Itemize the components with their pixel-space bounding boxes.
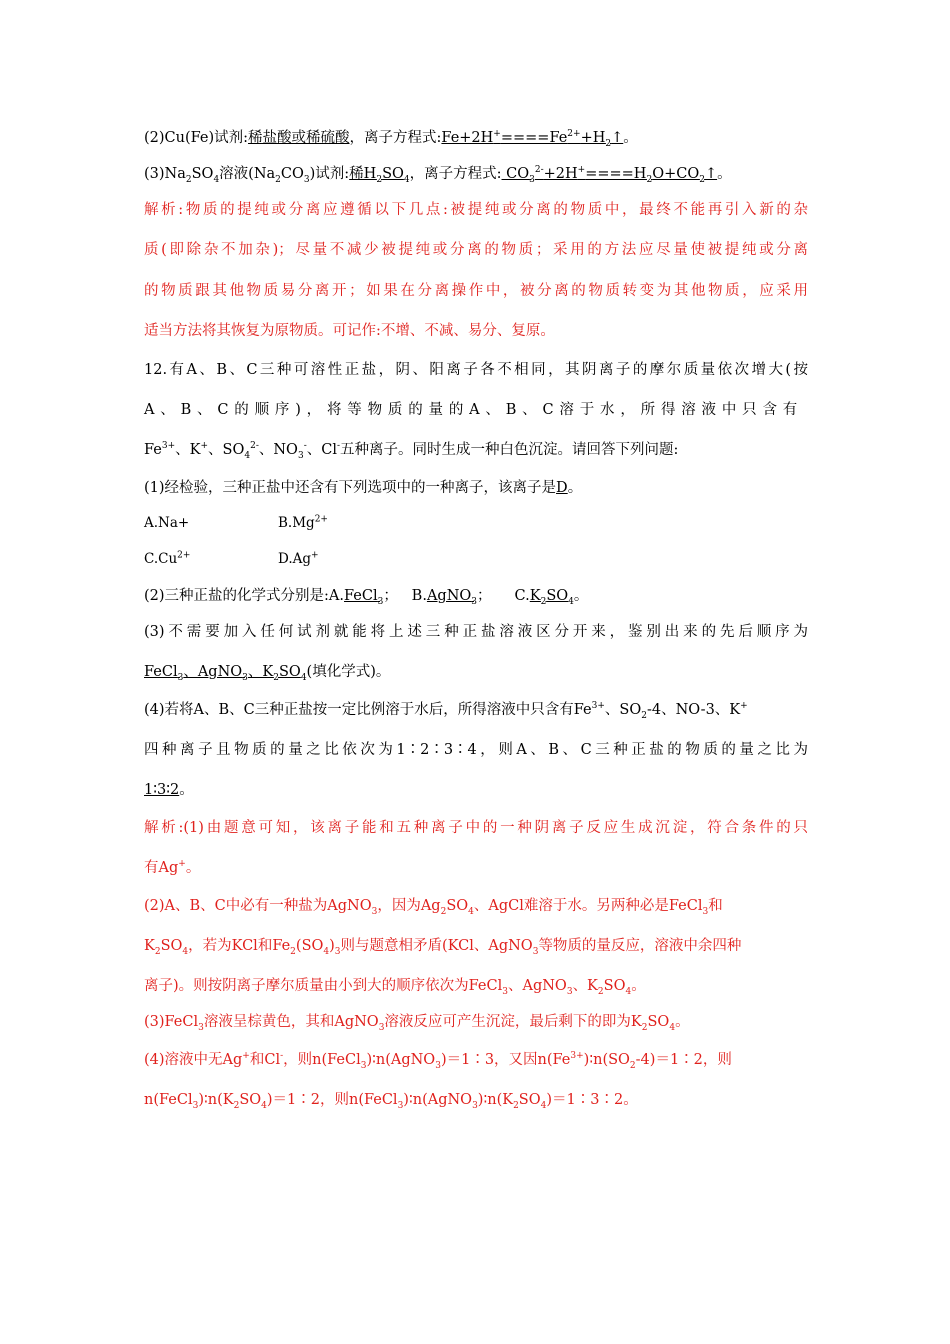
option-d: D.Ag+ xyxy=(278,550,319,567)
q12-part3-line-1: (3)不需要加入任何试剂就能将上述三种正盐溶液区分开来，鉴别出来的先后顺序为 xyxy=(144,624,808,640)
q11-analysis-line-4: 适当方法将其恢复为原物质。可记作:不增、不减、易分、复原。 xyxy=(144,323,555,339)
q11-part2-line: (2)Cu(Fe)试剂:稀盐酸或稀硫酸，离子方程式$:Fe+2H^+====Fe^{2+}+H_2↑$。 xyxy=(144,129,638,149)
q12-analysis-line-7: (4)溶液中无Ag+和Cl-，则n(FeCl$_3$)∶n(AgNO$_3$)＝1∶3，又因$n(Fe^{3+})∶n(SO_2-4)=1∶2$，则 xyxy=(144,1051,732,1071)
q12-stem-line-3: $Fe^{3+}$、K+、$SO_4^{2-}$、$NO_3^-$、Cl-五种离子。同时生成一种白色沉淀。请回答下列问题: xyxy=(144,441,679,461)
q12-stem-line-2: A 、 B 、 C 的 顺 序 ) ， 将 等 物 质 的 量 的 A 、 B 、 C 溶 于 水 ， 所 得 溶 液 中 只 含 有 xyxy=(144,402,798,418)
q12-part1-answer: D xyxy=(556,480,568,496)
q11-part2-prefix: (2)Cu(Fe)试剂: xyxy=(144,130,249,146)
q12-part2-answer-a: FeCl$_3$ xyxy=(344,588,384,607)
q12-part3-line-2: FeCl$_3$、AgNO$_3$、$K_2SO_4$(填化学式)。 xyxy=(144,664,391,683)
q12-part4-line-3: 1∶3∶2。 xyxy=(144,782,194,798)
q12-part2-line: (2)三种正盐的化学式分别是:A.FeCl$_3$； B.AgNO$_3$； $C.K_2SO_4$。 xyxy=(144,588,589,607)
q12-analysis-line-1: 解析:(1)由题意可知，该离子能和五种离子中的一种阴离子反应生成沉淀，符合条件的只 xyxy=(144,820,808,836)
q12-analysis-line-2: 有Ag+。 xyxy=(144,859,201,876)
q12-part4-answer: 1∶3∶2 xyxy=(144,782,180,798)
q12-part2-answer-c: $K_2SO_4$ xyxy=(529,588,574,607)
q11-part3-reagent-answer: 稀$H_2SO_4$ xyxy=(349,166,410,185)
q12-part4-line-2: 四种离子且物质的量之比依次为1∶2∶3∶4，则A、B、C三种正盐的物质的量之比为 xyxy=(144,742,808,758)
q12-part3-answer: FeCl$_3$、AgNO$_3$、$K_2SO_4$ xyxy=(144,664,307,683)
option-c: $C.Cu^{2+}$ xyxy=(144,550,191,567)
q12-analysis-line-4: $K_2SO_4$，若为KCl和$Fe_2(SO_4)_3$则与题意相矛盾(KCl、AgNO$_3$等物质的量反应，溶液中余四种 xyxy=(144,938,742,957)
q12-part4-line-1: (4)若将A、B、C三种正盐按一定比例溶于水后，所得溶液中只含有$Fe^{3+}$、$SO_2-4$、NO-3、K+ xyxy=(144,701,748,721)
q12-analysis-line-8: $n(FeCl_3)∶n(K_2SO_4)=1∶2$，则$n(FeCl_3)∶n(AgNO_3)∶n(K_2SO_4)=1∶3∶2$。 xyxy=(144,1092,638,1111)
q12-part1-line: (1)经检验，三种正盐中还含有下列选项中的一种离子，该离子是D。 xyxy=(144,480,583,496)
option-a: A.Na+ xyxy=(144,515,190,531)
q12-analysis-line-3: (2)A、B、C中必有一种盐为AgNO$_3$，因为$Ag_2SO_4$、AgCl难溶于水。另两种必是FeCl$_3$和 xyxy=(144,898,723,917)
q12-analysis-line-6: (3)FeCl$_3$溶液呈棕黄色，其和AgNO$_3$溶液反应可产生沉淀，最后剩下的即为$K_2SO_4$。 xyxy=(144,1014,690,1033)
q11-analysis-line-1: 解析:物质的提纯或分离应遵循以下几点:被提纯或分离的物质中，最终不能再引入新的杂 xyxy=(144,202,808,218)
option-b: $B.Mg^{2+}$ xyxy=(278,514,328,531)
q11-part3-equation-answer: $CO_3^{2-}+2H^+====H_2O+CO_2↑$ xyxy=(501,165,718,185)
q11-analysis-line-3: 的物质跟其他物质易分离开；如果在分离操作中，被分离的物质转变为其他物质，应采用 xyxy=(144,283,808,299)
q11-part2-reagent-answer: 稀盐酸或稀硫酸 xyxy=(248,130,350,146)
q11-part2-mid: ，离子方程式: xyxy=(349,130,442,146)
q11-part2-equation-answer: $Fe+2H^+====Fe^{2+}+H_2↑$ xyxy=(441,129,624,149)
q12-stem-line-1: 12.有A、B、C三种可溶性正盐，阴、阳离子各不相同，其阴离子的摩尔质量依次增大(按 xyxy=(144,362,808,378)
q12-part2-answer-b: AgNO$_3$ xyxy=(426,588,478,607)
q11-analysis-line-2: 质(即除杂不加杂)；尽量不减少被提纯或分离的物质；采用的方法应尽量使被提纯或分离 xyxy=(144,242,808,258)
q12-analysis-line-5: 离子)。则按阴离子摩尔质量由小到大的顺序依次为FeCl$_3$、AgNO$_3$、$K_2SO_4$。 xyxy=(144,978,646,997)
q11-part3-line: $(3)Na_2SO_4$溶液$(Na_2CO_3)$试剂:稀$H_2SO_4$，离子方程式: $CO_3^{2-}+2H^+====H_2O+CO_2↑$。 xyxy=(144,165,732,185)
